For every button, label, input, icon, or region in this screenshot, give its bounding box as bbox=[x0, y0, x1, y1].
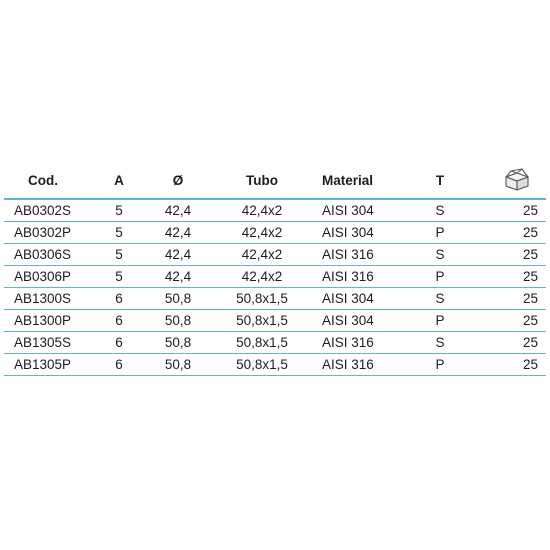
cell-t: S bbox=[435, 335, 445, 350]
cell-t: P bbox=[435, 313, 445, 328]
header-cod: Cod. bbox=[28, 173, 58, 188]
cell-quantity: 25 bbox=[522, 291, 538, 306]
cell-a: 6 bbox=[115, 313, 123, 328]
cell-tubo: 42,4x2 bbox=[241, 247, 283, 262]
cell-diameter: 42,4 bbox=[164, 247, 192, 262]
table-row bbox=[4, 266, 546, 288]
header-diameter: Ø bbox=[172, 173, 184, 188]
cell-tubo: 50,8x1,5 bbox=[236, 335, 288, 350]
table-row bbox=[4, 288, 546, 310]
cell-material: AISI 304 bbox=[322, 291, 374, 306]
cell-material: AISI 316 bbox=[322, 269, 374, 284]
cell-diameter: 42,4 bbox=[164, 225, 192, 240]
header-tubo: Tubo bbox=[246, 173, 278, 188]
cell-t: P bbox=[435, 269, 445, 284]
cell-t: P bbox=[435, 357, 445, 372]
cell-tubo: 42,4x2 bbox=[241, 269, 283, 284]
header-material: Material bbox=[322, 173, 374, 188]
cell-cod: AB0306P bbox=[14, 269, 72, 284]
cell-quantity: 25 bbox=[522, 247, 538, 262]
cell-material: AISI 304 bbox=[322, 225, 374, 240]
box-icon bbox=[502, 168, 532, 192]
cell-a: 5 bbox=[115, 225, 123, 240]
table-row bbox=[4, 200, 546, 222]
cell-material: AISI 304 bbox=[322, 203, 374, 218]
cell-cod: AB0302S bbox=[14, 203, 72, 218]
cell-a: 5 bbox=[115, 247, 123, 262]
cell-material: AISI 316 bbox=[322, 357, 374, 372]
cell-a: 5 bbox=[115, 203, 123, 218]
header-a: A bbox=[114, 173, 124, 188]
cell-diameter: 50,8 bbox=[164, 291, 192, 306]
cell-a: 6 bbox=[115, 335, 123, 350]
table-row bbox=[4, 244, 546, 266]
cell-diameter: 42,4 bbox=[164, 269, 192, 284]
cell-tubo: 50,8x1,5 bbox=[236, 313, 288, 328]
cell-a: 6 bbox=[115, 357, 123, 372]
cell-quantity: 25 bbox=[522, 225, 538, 240]
header-t: T bbox=[435, 173, 445, 188]
cell-quantity: 25 bbox=[522, 335, 538, 350]
table-row bbox=[4, 354, 546, 376]
cell-cod: AB1300S bbox=[14, 291, 72, 306]
cell-cod: AB1305P bbox=[14, 357, 72, 372]
table-header-row bbox=[4, 164, 546, 200]
cell-quantity: 25 bbox=[522, 203, 538, 218]
cell-material: AISI 304 bbox=[322, 313, 374, 328]
cell-quantity: 25 bbox=[522, 269, 538, 284]
cell-tubo: 42,4x2 bbox=[241, 203, 283, 218]
cell-cod: AB0306S bbox=[14, 247, 72, 262]
cell-tubo: 50,8x1,5 bbox=[236, 357, 288, 372]
table-row bbox=[4, 310, 546, 332]
cell-cod: AB1305S bbox=[14, 335, 72, 350]
table-row bbox=[4, 332, 546, 354]
cell-t: S bbox=[435, 291, 445, 306]
row-divider bbox=[4, 375, 546, 376]
product-spec-table bbox=[4, 164, 546, 376]
header-quantity bbox=[500, 164, 534, 197]
table-row bbox=[4, 222, 546, 244]
cell-material: AISI 316 bbox=[322, 335, 374, 350]
table-body bbox=[4, 200, 546, 376]
cell-diameter: 50,8 bbox=[164, 357, 192, 372]
cell-diameter: 50,8 bbox=[164, 313, 192, 328]
cell-diameter: 50,8 bbox=[164, 335, 192, 350]
cell-material: AISI 316 bbox=[322, 247, 374, 262]
cell-quantity: 25 bbox=[522, 313, 538, 328]
cell-cod: AB0302P bbox=[14, 225, 72, 240]
cell-t: S bbox=[435, 247, 445, 262]
cell-a: 6 bbox=[115, 291, 123, 306]
cell-t: P bbox=[435, 225, 445, 240]
cell-t: S bbox=[435, 203, 445, 218]
cell-cod: AB1300P bbox=[14, 313, 72, 328]
cell-a: 5 bbox=[115, 269, 123, 284]
cell-diameter: 42,4 bbox=[164, 203, 192, 218]
cell-quantity: 25 bbox=[522, 357, 538, 372]
cell-tubo: 42,4x2 bbox=[241, 225, 283, 240]
cell-tubo: 50,8x1,5 bbox=[236, 291, 288, 306]
